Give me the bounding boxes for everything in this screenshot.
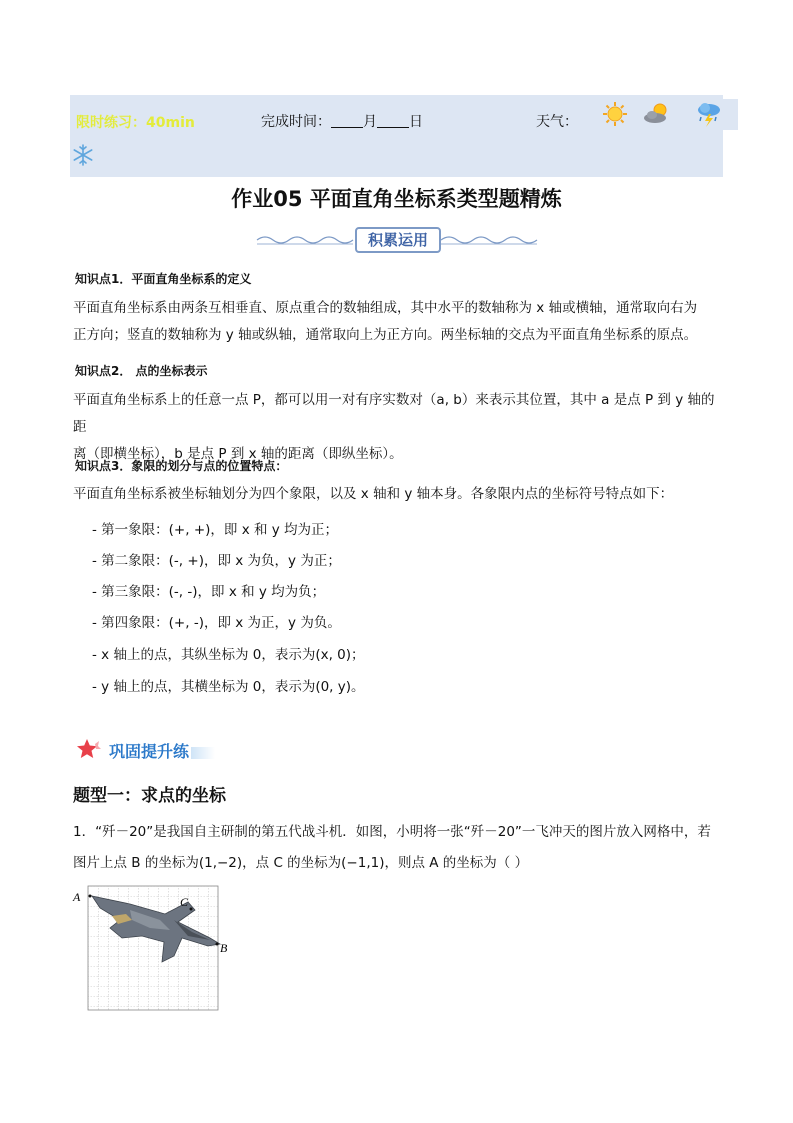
- finish-prefix: 完成时间：: [261, 114, 331, 130]
- point-C-marker: [190, 908, 193, 911]
- knowledge-heading-2: 知识点2． 点的坐标表示: [75, 364, 208, 378]
- list-item: - 第三象限：(-, -)，即 x 和 y 均为负；: [92, 584, 326, 600]
- list-item: - y 轴上的点，其横坐标为 0，表示为(0, y)。: [92, 679, 365, 695]
- finish-time: [261, 111, 423, 131]
- text-line: 平面直角坐标系由两条互相垂直、原点重合的数轴组成，其中水平的数轴称为 x 轴或横轴，通常取向右为: [73, 300, 698, 316]
- thunderstorm-icon[interactable]: [694, 100, 724, 128]
- snowflake-icon[interactable]: [72, 144, 94, 166]
- point-A-marker: [89, 895, 92, 898]
- list-item: - x 轴上的点，其纵坐标为 0，表示为(x, 0)；: [92, 647, 365, 663]
- point-A-label: A: [73, 890, 81, 904]
- jet-grid-figure: [70, 880, 240, 1015]
- practice-underline: [191, 747, 215, 759]
- point-B-marker: [216, 943, 219, 946]
- point-B-label: B: [220, 941, 228, 955]
- month-blank[interactable]: [331, 113, 363, 128]
- question-line-2: 图片上点 B 的坐标为(1,−2)，点 C 的坐标为(−1,1)，则点 A 的坐标为（ ）: [73, 855, 529, 871]
- month-label: 月: [363, 114, 377, 130]
- list-item: - 第四象限：(+, -)，即 x 为正，y 为负。: [92, 615, 341, 631]
- knowledge-heading-1: 知识点1．平面直角坐标系的定义: [75, 272, 252, 286]
- star-icon: [76, 738, 102, 760]
- list-item: - 第一象限：(+, +)，即 x 和 y 均为正；: [92, 522, 339, 538]
- practice-label: 巩固提升练: [109, 742, 190, 761]
- timer-label: 限时练习：40min: [76, 115, 195, 131]
- page-title: 作业05 平面直角坐标系类型题精炼: [231, 187, 562, 211]
- text-line: 离（即横坐标），b 是点 P 到 x 轴的距离（即纵坐标）。: [73, 446, 403, 462]
- banner-label: 积累运用: [355, 227, 441, 253]
- day-label: 日: [409, 114, 423, 130]
- text-line: 平面直角坐标系被坐标轴划分为四个象限，以及 x 轴和 y 轴本身。各象限内点的坐标符号特点如下：: [73, 486, 674, 502]
- knowledge-heading-3: 知识点3．象限的划分与点的位置特点：: [75, 459, 288, 473]
- text-line: 正方向；竖直的数轴称为 y 轴或纵轴，通常取向上为正方向。两坐标轴的交点为平面直角坐标系的原点。: [73, 327, 698, 343]
- question-line-1: 1．“歼－20”是我国自主研制的第五代战斗机．如图，小明将一张“歼－20”一飞冲天的图片放入网格中，若: [73, 824, 711, 840]
- knowledge-text-1: [73, 295, 723, 349]
- day-blank[interactable]: [377, 113, 409, 128]
- sun-icon[interactable]: [600, 100, 630, 128]
- knowledge-text-3: [73, 481, 723, 508]
- list-item: - 第二象限：(-, +)，即 x 为负，y 为正；: [92, 553, 341, 569]
- knowledge-text-2: [73, 387, 723, 468]
- point-C-label: C: [180, 895, 189, 909]
- header-band-extension: [723, 99, 738, 130]
- text-line: 平面直角坐标系上的任意一点 P，都可以用一对有序实数对（a, b）来表示其位置，其中 a 是点 P 到 y 轴的距: [73, 392, 715, 435]
- partly-cloudy-icon[interactable]: [642, 100, 672, 128]
- section-title: 题型一：求点的坐标: [73, 786, 226, 806]
- weather-label: 天气：: [536, 114, 578, 130]
